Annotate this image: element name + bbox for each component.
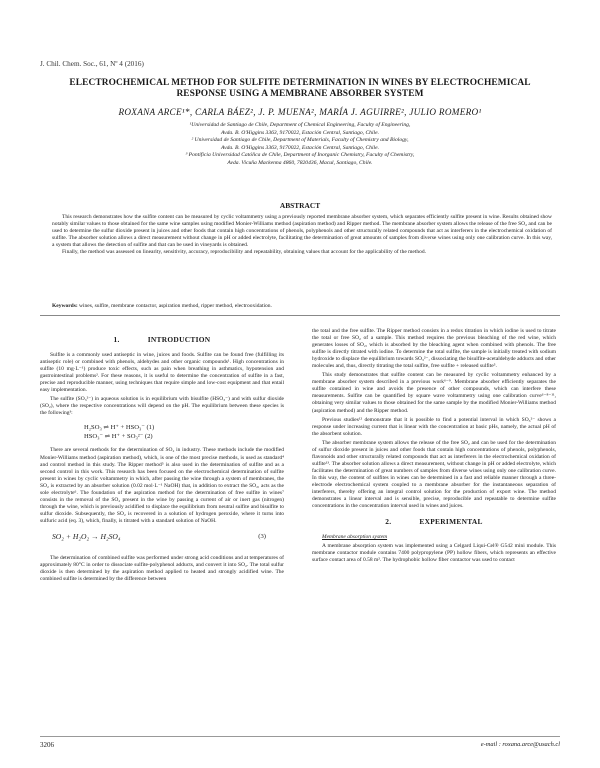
experimental-number: 2. — [385, 517, 392, 527]
abstract-heading: ABSTRACT — [279, 201, 321, 210]
experimental-heading — [312, 518, 556, 525]
intro-heading — [40, 336, 284, 343]
body-paragraph: Sulfite is a commonly used antiseptic in wine, juices and foods. Sulfite can be found free (fulfilling its antiseptic role) or combined with phenols, aldehydes and other organic compounds¹. High concentrations in sulfite (10 mg·L⁻¹) produce toxic effects, such as pain when breathing in asthmatics, hypotension and gastrointestinal problems². For these reasons, it is useful to determine the concentration of sulfite in a fast, precise and reproducible manner, using techniques that require simple and low-cost equipment and that entail easy implementation. — [40, 352, 284, 394]
left-column — [40, 328, 284, 585]
section-divider — [40, 315, 560, 316]
affiliation-line: ³ Pontificia Universidad Católica de Chile, Department of Inorganic Chemistry, Faculty of Chemistry, — [185, 152, 415, 159]
body-paragraph: the total and the free sulfite. The Ripper method consists in a redox titration in which iodine is used to titrate the total or free SO₂ of a sample. This method requires the previous bleaching of the red wine, which generates losses of SO₂, which is absorbed by the bleaching agent when combined with phenols. The free sulfite is directly titrated with iodine. To determine the total sulfite, the sample is initially treated with sodium hydroxide to displace the equilibrium towards SO₃²⁻, dissociating the bisulfite-acetaldehyde adducts and other molecules and, thus, directly titrating the total sulfite, free sulfite + released sulfite⁵. — [312, 328, 556, 370]
keywords-label: Keywords: — [52, 303, 78, 309]
body-paragraph: There are several methods for the determination of SO₂ in industry. These methods include the modified Monier-Williams method (aspiration method), which, is one of the most precise methods, is used as standard⁴ and control method in this study. The Ripper method⁵ is also used in the determination of sulfite and as a second control in this work. This research has been focused on the electrochemical determination of sulfite present in wines by cyclic voltammetry in which, after passing the wine through a system of membranes, the SO₂ is extracted by an absorber solution (0.02 mol·L⁻¹ NaOH) that, in addition to extract the SO₂, acts as the sole electrolyte⁶. The foundation of the aspiration method for the determination of free sulfite in wines⁷ consists in the removal of the SO₂ present in the wine by passing a current of air or inert gas (nitrogen) through the wine, which is previously acidified to displace the equilibrium from neutral sulfite and bisulfite to sulfur dioxide. Subsequently, the SO₂ is recovered in a solution of hydrogen peroxide, where it turns into sulfuric acid (eq. 3), which, finally, is titrated with a standard solution of NaOH. — [40, 447, 284, 524]
affiliation-line: ² Universidad de Santiago de Chile, Department of Materials, Faculty of Chemistry and Biology, — [191, 137, 409, 144]
body-paragraph: Previous studies¹² demonstrate that it is possible to find a potential interval in which SO₃²⁻ shows a response under increasing current that is linear with the concentration at basic pHs, namely, the actual pH of the absorbent solution. — [312, 416, 556, 437]
abstract-body — [52, 214, 552, 257]
intro-title: INTRODUCTION — [147, 335, 211, 344]
experimental-title: EXPERIMENTAL — [419, 517, 483, 527]
keywords-text: wines, sulfite, membrane contactor, aspiration method, ripper method, electrooxidation. — [79, 303, 272, 309]
corresponding-email: e-mail : roxana.arce@usach.cl — [480, 741, 560, 748]
footer-divider — [40, 736, 560, 737]
intro-number: 1. — [113, 335, 120, 344]
equation-3-number: (3) — [258, 532, 266, 540]
right-column — [312, 328, 556, 566]
keywords — [52, 303, 552, 309]
body-paragraph: A membrane absorption system was implemented using a Celgard Liqui-Cel® G542 mini module. This membrane contactor module contains 7400 polypropylene (PP) hollow fibers, which represents an effective surface contact area of 0.58 m². The hydrophobic hollow fiber contactor was used to contact — [312, 543, 556, 564]
equation-3-formula: SO₂ + H₂O₂ → H₂SO₄ — [52, 531, 121, 541]
equilibrium-equations — [84, 423, 284, 441]
body-paragraph: The determination of combined sulfite was performed under strong acid conditions and at temperatures of approximately 80°C in order to dissociate sulfite-polyphenol adducts, and convert it into SO₂. The total sulfur dioxide is then determined by the aspiration method applied to heated and strongly acidified wine. The combined sulfite is determined by the difference between — [40, 554, 284, 583]
title-line-1: ELECTROCHEMICAL METHOD FOR SULFITE DETERMINATION IN WINES BY ELECTROCHEMICAL — [69, 78, 531, 88]
abstract-paragraph: This research demonstrates how the sulfite content can be measured by cyclic voltammetry using a previously reported membrane absorber system, which separates efficiently sulfite present in wine. Results obtained show notably similar values to those obtained for the same wine samples using modified Monier-Williams method (aspiration method) and Ripper method. The membrane absorber system allows the release of the free SO₂ and can be used to determine the sulfur dioxide present in juices and other foods that contain high concentrations of phenols, polyphenols and other structurally related compounds that act as interferers in the electrochemical oxidation of sulfite. The absorber solution allows a direct measurement without change in pH or added electrolyte, facilitating the determination of great amounts of samples from diverse wines using only one calibration curve. In this way, a system that allows the detection of sulfite and that can be used in vineyards is obtained. — [52, 214, 552, 249]
affiliation-line: Avda. B. O'Higgins 3363, 9170022, Estación Central, Santiago, Chile. — [221, 144, 379, 151]
abstract-paragraph: Finally, the method was assessed on linearity, sensitivity, accuracy, reproducibility and repeatability, obtaining values that account for the applicability of the method. — [62, 249, 427, 256]
paper-title — [40, 78, 560, 100]
body-paragraph: The sulfite (SO₃²⁻) in aqueous solution is in equilibrium with bisulfite (HSO₃⁻) and with sulfur dioxide (SO₂), where the respective concentrations will depend on the pH. The equilibrium between these species is the following³: — [40, 396, 284, 417]
subsection-heading: Membrane absorption system — [322, 534, 388, 541]
journal-header: J. Chil. Chem. Soc., 61, Nº 4 (2016) — [40, 60, 144, 68]
author-list: ROXANA ARCE¹*, CARLA BÁEZ², J. P. MUENA², MARÍA J. AGUIRRE², JULIO ROMERO¹ — [118, 107, 482, 117]
title-line-2: RESPONSE USING A MEMBRANE ABSORBER SYSTEM — [176, 89, 424, 99]
affiliations — [60, 122, 540, 168]
affiliation-line: ¹Universidad de Santiago de Chile, Department of Chemical Engineering, Faculty of Engineering, — [189, 122, 411, 128]
page-number: 3206 — [40, 741, 54, 749]
equation-3 — [52, 533, 284, 545]
body-paragraph: This study demonstrates that sulfite content can be measured by cyclic voltammetry enhanced by a membrane absorber system described in a previous work⁶⁻⁹. Membrane absorber efficiently separates the sulfite contained in wine and avoids the presence of other compounds, which can interfere these measurements. Sulfite can be quantified by square wave voltammetry using one calibration curve⁶⁻⁸⁻¹¹, obtaining very similar values to those obtained for the same sample by the modified Monier-Williams method (aspiration method) and the Ripper method. — [312, 372, 556, 414]
equation-2: HSO₃⁻ ⇌ H⁺ + SO₃²⁻ (2) — [84, 433, 153, 441]
equation-1: H₂SO₃ ⇌ H⁺ + HSO₃⁻ (1) — [84, 424, 155, 432]
body-paragraph: The absorber membrane system allows the release of the free SO₂ and can be used for the determination of sulfur dioxide present in juices and other foods that contain high concentrations of phenols, polyphenols, flavonoids and other structurally related compounds that act as interferers in the electrochemical oxidation of sulfite¹³. The absorber solution allows a direct measurement, without change in pH or added electrolyte, which facilitates the determination of great numbers of samples from diverse wines using only one calibration curve. In this way, the content of sulfites in wines can be determined in a fast and reliable manner through a three-electrode electrochemical system coupled to a membrane absorber for the instantaneous separation of interferers, thereby offering an integral control solution for the production of export wine. The method demonstrates a linear interval and is sensible, precise, reproducible and repeatable to determine sulfite concentrations in the concentration interval used in wines and juices. — [312, 439, 556, 510]
affiliation-line: Avda. Vicuña Mackenna 4860, 7820436, Macul, Santiago, Chile. — [227, 159, 373, 166]
affiliation-line: Avda. B. O'Higgins 3363, 9170022, Estación Central, Santiago, Chile. — [221, 129, 379, 136]
